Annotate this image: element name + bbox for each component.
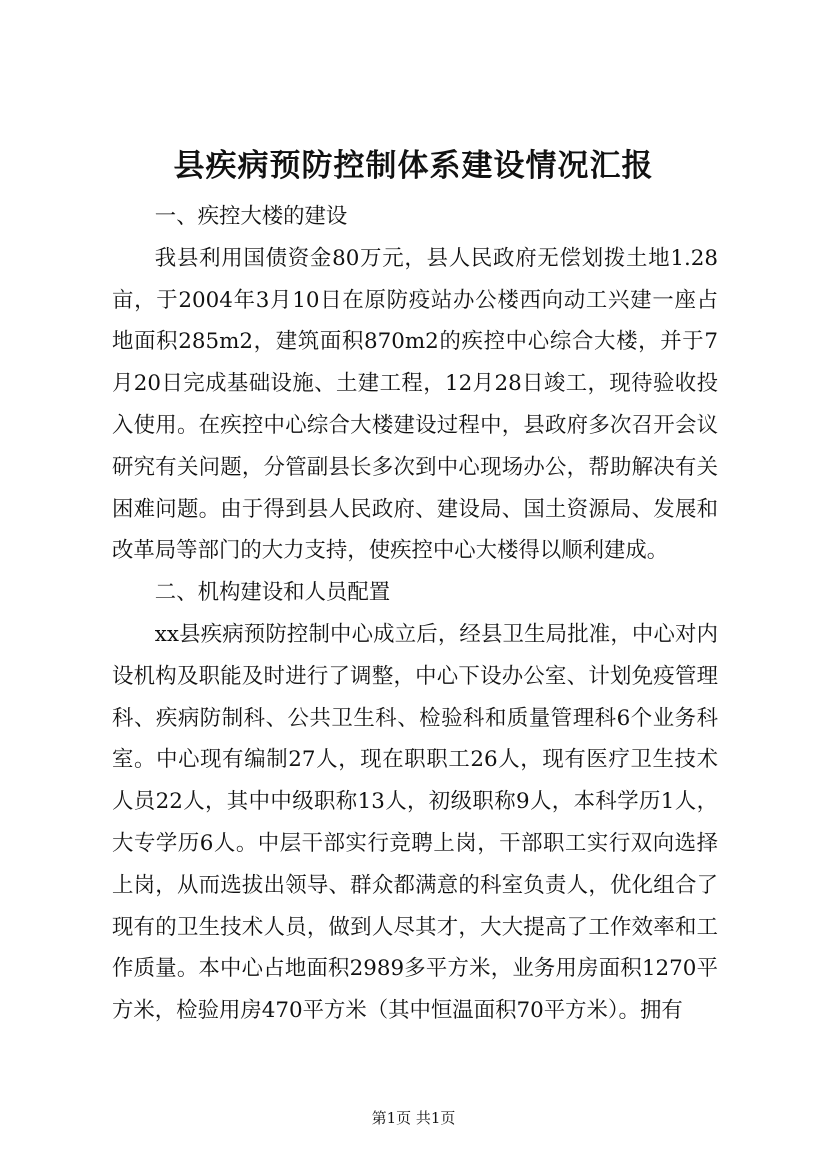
section-paragraph-2: xx县疾病预防控制中心成立后，经县卫生局批准，中心对内设机构及职能及时进行了调整，中心下设办公室、计划免疫管理科、疾病防制科、公共卫生科、检验科和质量管理科6个业务科室。中心现有编制27人，现在职职工26人，现有医疗卫生技术人员22人，其中中级职称13人，初级职称9人，本科学历1人，大专学历6人。中层干部实行竞聘上岗，干部职工实行双向选择上岗，从而选拔出领导、群众都满意的科室负责人，优化组合了现有的卫生技术人员，做到人尽其才，大大提高了工作效率和工作质量。本中心占地面积2989多平方米，业务用房面积1270平方米，检验用房470平方米（其中恒温面积70平方米）。拥有 — [112, 621, 718, 1024]
section-paragraph-1: 我县利用国债资金80万元，县人民政府无偿划拨土地1.28亩，于2004年3月10日在原防疫站办公楼西向动工兴建一座占地面积285m2，建筑面积870m2的疾控中心综合大楼，并于7月20日完成基础设施、土建工程，12月28日竣工，现待验收投入使用。在疾控中心综合大楼建设过程中，县政府多次召开会议研究有关问题，分管副县长多次到中心现场办公，帮助解决有关困难问题。由于得到县人民政府、建设局、国土资源局、发展和改革局等部门的大力支持，使疾控中心大楼得以顺利建成。 — [112, 245, 718, 564]
page-footer: 第1页 共1页 — [371, 1109, 456, 1127]
section-heading-2: 二、机构建设和人员配置 — [154, 580, 391, 606]
document-title: 县疾病预防控制体系建设情况汇报 — [173, 148, 654, 184]
document-body — [112, 196, 718, 1032]
section-heading-1: 一、疾控大楼的建设 — [154, 204, 348, 229]
